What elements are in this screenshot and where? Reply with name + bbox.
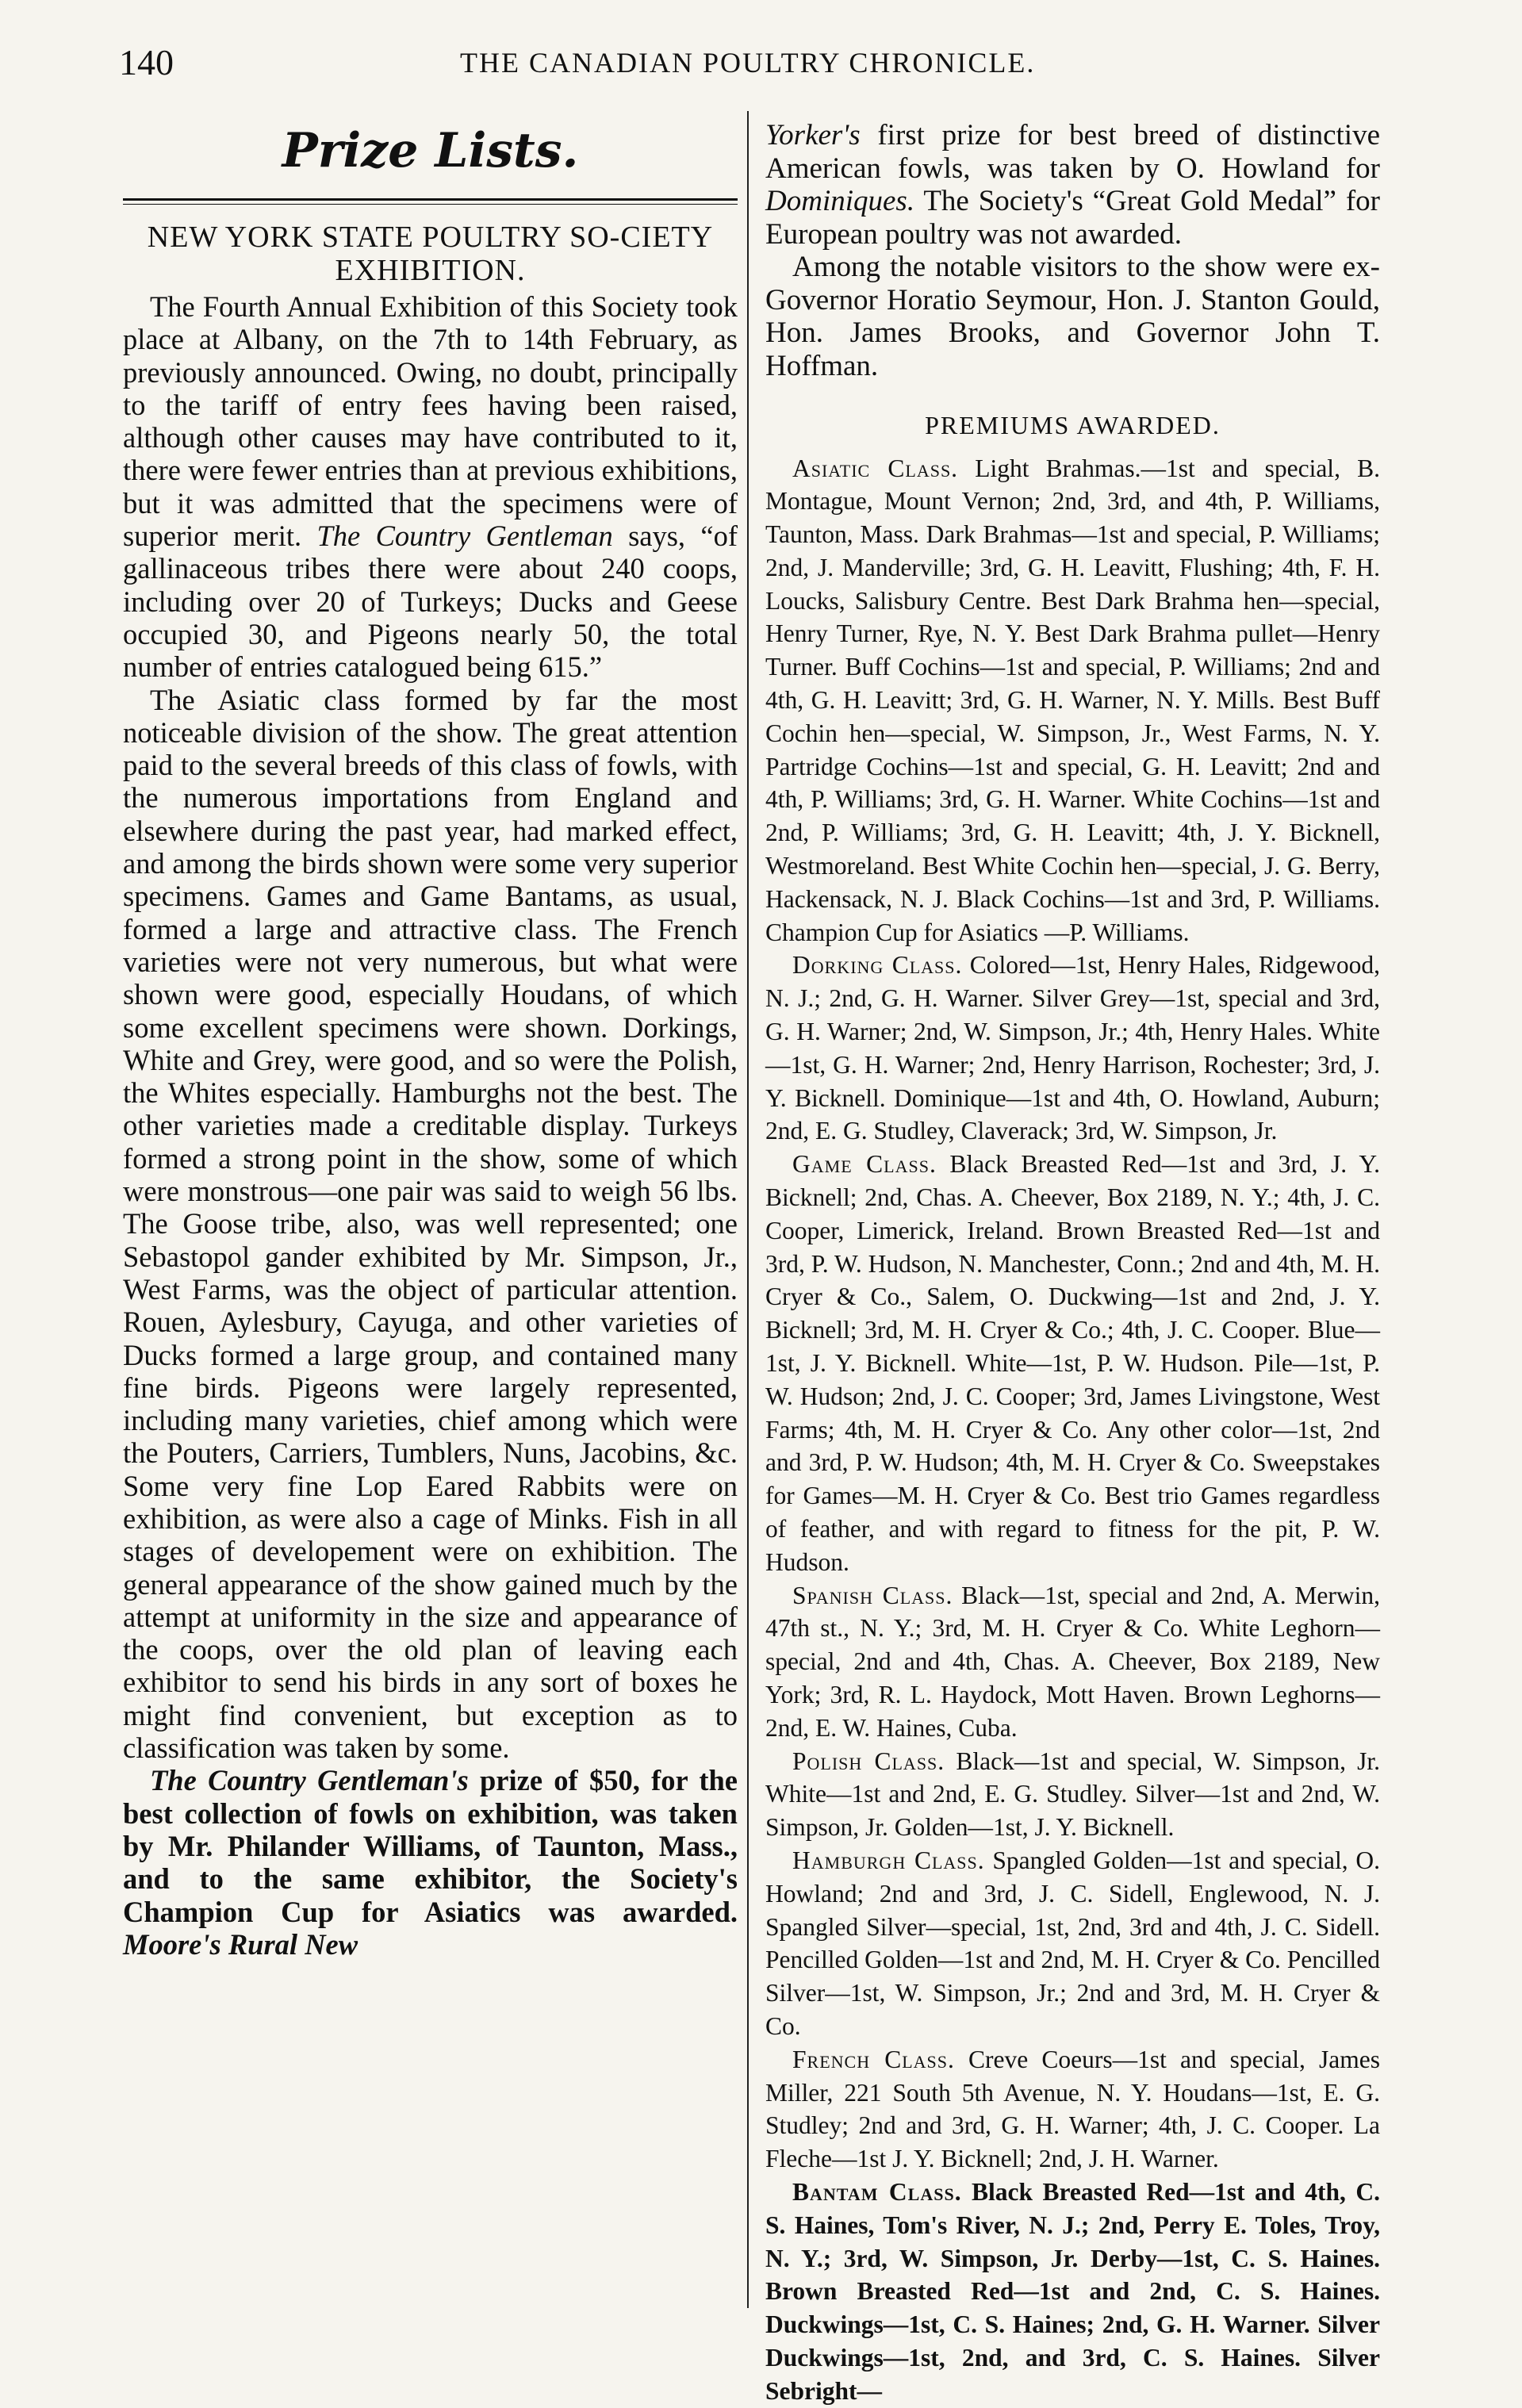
entry-asiatic: Asiatic Class. Light Brahmas.—1st and special, B. Montague, Mount Vernon; 2nd, 3rd, and 4th, P. Williams, Taunton, Mass. Dark Brahmas—1st and special, P. Williams; 2nd, J. Manderville; 3rd, G. H. Leavitt, Flushing; 4th, F. H. Loucks, Salisbury Centre. Best Dark Brahma hen—special, Henry Turner, Rye, N. Y. Best Dark Brahma pullet—Henry Turner. Buff Cochins—1st and special, P. Williams; 2nd and 4th, G. H. Leavitt; 3rd, G. H. Warner, N. Y. Mills. Best Buff Cochin hen—special, W. Simpson, Jr., West Farms, N. Y. Partridge Cochins—1st and special, G. H. Leavitt; 2nd and 4th, P. Williams; 3rd, G. H. Warner. White Cochins—1st and 2nd, P. Williams; 3rd, G. H. Leavitt; 4th, J. Y. Bicknell, Westmoreland. Best White Cochin hen—special, J. G. Berry, Hackensack, N. J. Black Cochins—1st and 3rd, P. Williams. Champion Cup for Asiatics —P. Williams.	[765, 454, 1380, 946]
column-divider	[747, 111, 749, 2308]
running-title: THE CANADIAN POULTRY CHRONICLE.	[460, 47, 1036, 79]
paragraph-visitors: Among the notable visitors to the show were ex-Governor Horatio Seymour, Hon. J. Stanton Gould, Hon. James Brooks, and Governor John T. Hoffman.	[765, 251, 1380, 382]
paragraph-3: The Country Gentleman's prize of $50, for the best collection of fowls on exhibition, was taken by Mr. Philander Williams, of Taunton, Mass., and to the same exhibitor, the Society's Champion Cup for Asiatics was awarded. Moore's Rural New	[123, 1764, 738, 1961]
article-title: NEW YORK STATE POULTRY SO-CIETY EXHIBITION.	[147, 220, 714, 287]
left-column	[123, 119, 738, 1961]
paragraph-continued: Yorker's first prize for best breed of distinctive American fowls, was taken by O. Howland for Dominiques. The Society's “Great Gold Medal” for European poultry was not awarded.	[765, 119, 1381, 251]
right-column	[765, 119, 1380, 2408]
entry-bantam: Bantam Class. Black Breasted Red—1st and 4th, C. S. Haines, Tom's River, N. J.; 2nd, Perry E. Toles, Troy, N. Y.; 3rd, W. Simpson, Jr. Derby—1st, C. S. Haines. Brown Breasted Red—1st and 2nd, C. S. Haines. Duckwings—1st, C. S. Haines; 2nd, G. H. Warner. Silver Duckwings—1st, 2nd, and 3rd, C. S. Haines. Silver Sebright—	[765, 2177, 1380, 2405]
entry-french: French Class. Creve Coeurs—1st and special, James Miller, 221 South 5th Avenue, N. Y. Houdans—1st, E. G. Studley; 2nd and 3rd, G. H. Warner; 4th, J. C. Cooper. La Fleche—1st J. Y. Bicknell; 2nd, J. H. Warner.	[765, 2045, 1381, 2173]
section-title: Prize Lists.	[282, 123, 579, 178]
entry-game: Game Class. Black Breasted Red—1st and 3rd, J. Y. Bicknell; 2nd, Chas. A. Cheever, Box 2189, N. Y.; 4th, J. C. Cooper, Limerick, Ireland. Brown Breasted Red—1st and 3rd, P. W. Hudson, N. Manchester, Conn.; 2nd and 4th, M. H. Cryer & Co., Salem, O. Duckwing—1st and 2nd, J. Y. Bicknell; 3rd, M. H. Cryer & Co.; 4th, J. C. Cooper. Blue—1st, J. Y. Bicknell. White—1st, P. W. Hudson. Pile—1st, P. W. Hudson; 2nd, J. C. Cooper; 3rd, James Livingstone, West Farms; 4th, M. H. Cryer & Co. Any other color—1st, 2nd and 3rd, P. W. Hudson; 4th, M. H. Cryer & Co. Sweepstakes for Games—M. H. Cryer & Co. Best trio Games regardless of feather, and with regard to fitness for the pit, P. W. Hudson.	[765, 1150, 1380, 1576]
paragraph-1: The Fourth Annual Exhibition of this Society took place at Albany, on the 7th to 14th February, as previously announced. Owing, no doubt, principally to the tariff of entry fees having been raised, although other causes may have contributed to it, there were fewer entries than at previous exhibitions, but it was admitted that the specimens were of superior merit. The Country Gentleman says, “of gallinaceous tribes there were about 240 coops, including over 20 of Turkeys; Ducks and Geese occupied 30, and Pigeons nearly 50, the total number of entries catalogued being 615.”	[123, 290, 738, 684]
title-rule	[123, 198, 738, 205]
page-number: 140	[119, 42, 174, 82]
entry-hamburgh: Hamburgh Class. Spangled Golden—1st and special, O. Howland; 2nd and 3rd, J. C. Sidell, Englewood, N. J. Spangled Silver—special, 1st, 2nd, 3rd and 4th, J. C. Sidell. Pencilled Golden—1st and 2nd, M. H. Cryer & Co. Pencilled Silver—1st, W. Simpson, Jr.; 2nd and 3rd, M. H. Cryer & Co.	[765, 1846, 1381, 2040]
entry-spanish: Spanish Class. Black—1st, special and 2nd, A. Merwin, 47th st., N. Y.; 3rd, M. H. Cryer & Co. White Leghorn—special, 2nd and 4th, Chas. A. Cheever, Box 2189, New York; 3rd, R. L. Haydock, Mott Haven. Brown Leghorns—2nd, E. W. Haines, Cuba.	[765, 1581, 1380, 1742]
entry-dorking: Dorking Class. Colored—1st, Henry Hales, Ridgewood, N. J.; 2nd, G. H. Warner. Silver Grey—1st, special and 3rd, G. H. Warner; 2nd, W. Simpson, Jr.; 4th, Henry Hales. White—1st, G. H. Warner; 2nd, Henry Harrison, Rochester; 3rd, J. Y. Bicknell. Dominique—1st and 4th, O. Howland, Auburn; 2nd, E. G. Studley, Claverack; 3rd, W. Simpson, Jr.	[765, 951, 1380, 1145]
page-header	[119, 38, 1467, 86]
entry-polish: Polish Class. Black—1st and special, W. Simpson, Jr. White—1st and 2nd, E. G. Studley. Silver—1st and 2nd, W. Simpson, Jr. Golden—1st, J. Y. Bicknell.	[765, 1747, 1381, 1842]
premiums-heading: PREMIUMS AWARDED.	[925, 411, 1221, 439]
paragraph-2: The Asiatic class formed by far the most noticeable division of the show. The great attention paid to the several breeds of this class of fowls, with the numerous importations from England and elsewhere during the past year, had marked effect, and among the birds shown were some very superior specimens. Games and Game Bantams, as usual, formed a large and attractive class. The French varieties were not very numerous, but what were shown were good, especially Houdans, of which some excellent specimens were shown. Dorkings, White and Grey, were good, and so were the Polish, the Whites especially. Hamburghs not the best. The other varieties made a creditable display. Turkeys formed a strong point in the show, some of which were monstrous—one pair was said to weigh 56 lbs. The Goose tribe, also, was well represented; one Sebastopol gander exhibited by Mr. Simpson, Jr., West Farms, was the object of particular attention. Rouen, Aylesbury, Cayuga, and other varieties of Ducks formed a large group, and contained many fine birds. Pigeons were largely represented, including many varieties, chief among which were the Pouters, Carriers, Tumblers, Nuns, Jacobins, &c. Some very fine Lop Eared Rabbits were on exhibition, as were also a cage of Minks. Fish in all stages of developement were on exhibition. The general appearance of the show gained much by the attempt at uniformity in the size and appearance of the coops, over the old plan of leaving each exhibitor to send his birds in any sort of boxes he might find convenient, but exception as to classification was taken by some.	[123, 683, 738, 1765]
